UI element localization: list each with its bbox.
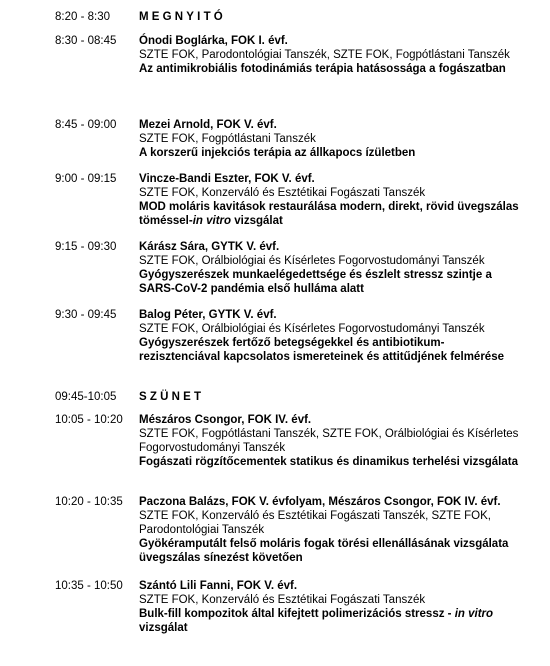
session-entry	[139, 495, 519, 565]
time-slot: 9:30 - 09:45	[55, 309, 117, 321]
presenter-name: Paczona Balázs, FOK V. évfolyam, Mészáros Csongor, FOK IV. évf.	[139, 496, 501, 508]
talk-title	[139, 607, 519, 635]
affiliation: SZTE FOK, Fogpótlástani Tanszék, SZTE FOK, Orálbiológiai és Kísérletes Fogorvostudományi Tanszék	[139, 428, 519, 454]
affiliation: SZTE FOK, Orálbiológiai és Kísérletes Fogorvostudományi Tanszék	[139, 255, 485, 267]
talk-title: Az antimikrobiális fotodinámiás terápia hatásossága a fogászatban	[139, 63, 506, 75]
affiliation: SZTE FOK, Fogpótlástani Tanszék	[139, 133, 316, 145]
talk-title: Gyógyszerészek fertőző betegségekkel és antibiotikum-rezisztenciával kapcsolatos ismereteinek és attitűdjének felmérése	[139, 337, 504, 363]
session-entry	[139, 118, 519, 160]
affiliation: SZTE FOK, Parodontológiai Tanszék, SZTE FOK, Fogpótlástani Tanszék	[139, 49, 510, 61]
affiliation: SZTE FOK, Konzerváló és Esztétikai Fogászati Tanszék	[139, 187, 426, 199]
talk-title-text: Bulk-fill kompozitok által kifejtett polimerizációs stressz -	[139, 608, 455, 620]
talk-title: Gyökéramputált felső moláris fogak törési ellenállásának vizsgálata üvegszálas sínezést követően	[139, 538, 509, 564]
session-entry	[139, 172, 519, 228]
session-entry	[139, 34, 519, 76]
presenter-name: Balog Péter, GYTK V. évf.	[139, 309, 277, 321]
time-slot: 10:20 - 10:35	[55, 496, 123, 508]
time-slot: 10:05 - 10:20	[55, 414, 123, 426]
talk-title-suffix: vizsgálat	[231, 215, 283, 227]
talk-title: Gyógyszerészek munkaelégedettsége és észlelt stressz szintje a SARS-CoV-2 pandémia első hulláma alatt	[139, 269, 492, 295]
session-entry	[139, 240, 519, 296]
talk-title: A korszerű injekciós terápia az állkapocs ízületben	[139, 147, 416, 159]
time-slot: 8:20 - 8:30	[55, 11, 110, 23]
talk-title-text: MOD moláris kavitások restaurálása modern, direkt, rövid üvegszálas töméssel-	[139, 201, 519, 227]
presenter-name: Vincze-Bandi Eszter, FOK V. évf.	[139, 173, 315, 185]
time-slot: 10:35 - 10:50	[55, 580, 123, 592]
affiliation: SZTE FOK, Konzerváló és Esztétikai Fogászati Tanszék	[139, 594, 426, 606]
presenter-name: Ónodi Boglárka, FOK I. évf.	[139, 35, 288, 47]
presenter-name: Kárász Sára, GYTK V. évf.	[139, 241, 280, 253]
time-slot: 8:45 - 09:00	[55, 119, 117, 131]
session-entry	[139, 579, 519, 635]
talk-title: Fogászati rögzítőcementek statikus és dinamikus terhelési vizsgálata	[139, 456, 518, 468]
time-slot: 9:15 - 09:30	[55, 241, 117, 253]
presenter-name: Mészáros Csongor, FOK IV. évf.	[139, 414, 312, 426]
time-slot: 09:45-10:05	[55, 391, 117, 403]
presenter-name: Szántó Lili Fanni, FOK V. évf.	[139, 580, 298, 592]
affiliation: SZTE FOK, Orálbiológiai és Kísérletes Fogorvostudományi Tanszék	[139, 323, 485, 335]
session-entry	[139, 308, 519, 364]
section-heading-break: SZÜNET	[139, 391, 205, 403]
time-slot: 9:00 - 09:15	[55, 173, 117, 185]
presenter-name: Mezei Arnold, FOK V. évf.	[139, 119, 277, 131]
talk-title	[139, 200, 519, 228]
session-entry	[139, 413, 519, 469]
talk-title-italic: in vitro	[192, 215, 232, 227]
affiliation: SZTE FOK, Konzerváló és Esztétikai Fogászati Tanszék, SZTE FOK, Parodontológiai Tanszék	[139, 510, 491, 536]
talk-title-italic: in vitro	[454, 608, 494, 620]
talk-title-suffix: vizsgálat	[139, 622, 188, 634]
section-heading-opening: MEGNYITÓ	[139, 11, 226, 23]
time-slot: 8:30 - 08:45	[55, 35, 117, 47]
